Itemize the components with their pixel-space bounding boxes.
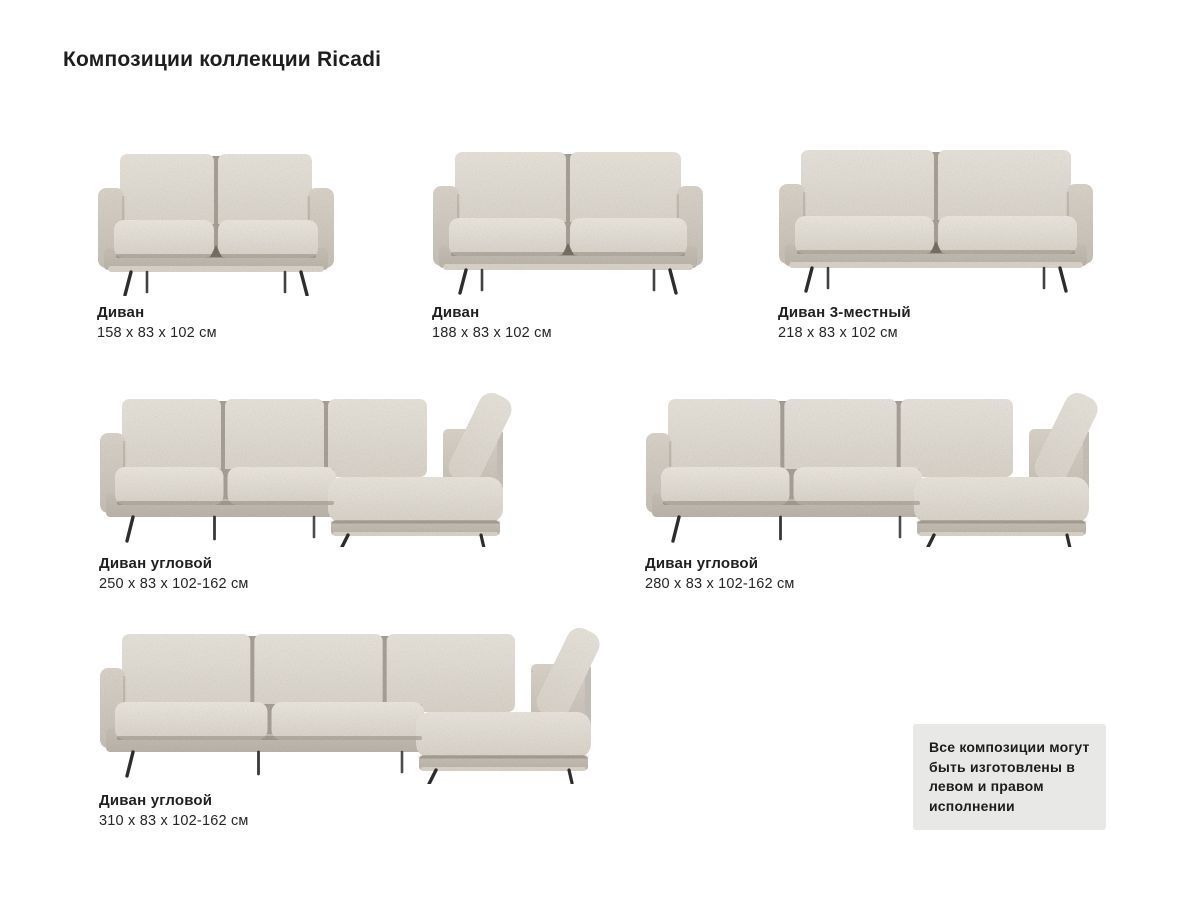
product-dimensions: 218 x 83 x 102 см bbox=[778, 325, 898, 341]
sofa-image-158 bbox=[97, 146, 335, 296]
page-title: Композиции коллекции Ricadi bbox=[63, 48, 382, 71]
product-card-corner-250 bbox=[99, 391, 513, 594]
product-card-corner-310 bbox=[99, 626, 601, 831]
note-text: Все композиции могут быть изготовлены в левом и правом исполнении bbox=[929, 739, 1090, 814]
sofa-image-188 bbox=[432, 144, 704, 296]
product-dimensions: 280 x 83 x 102-162 см bbox=[645, 576, 795, 592]
product-card-sofa-188 bbox=[432, 144, 704, 343]
product-name: Диван угловой bbox=[99, 555, 213, 572]
product-name: Диван угловой bbox=[99, 792, 213, 809]
product-card-sofa-158 bbox=[97, 146, 335, 343]
product-card-sofa-218 bbox=[778, 142, 1094, 343]
product-label bbox=[99, 791, 601, 831]
product-label bbox=[432, 303, 704, 343]
sofa-image-310 bbox=[99, 626, 601, 784]
product-name: Диван угловой bbox=[645, 555, 759, 572]
product-label bbox=[97, 303, 335, 343]
product-label bbox=[778, 303, 1094, 343]
product-dimensions: 250 x 83 x 102-162 см bbox=[99, 576, 249, 592]
product-dimensions: 310 x 83 x 102-162 см bbox=[99, 813, 249, 829]
sofa-image-280 bbox=[645, 391, 1099, 547]
product-label bbox=[99, 554, 513, 594]
product-card-corner-280 bbox=[645, 391, 1099, 594]
product-dimensions: 188 x 83 x 102 см bbox=[432, 325, 552, 341]
product-name: Диван 3-местный bbox=[778, 304, 911, 321]
sofa-image-250 bbox=[99, 391, 513, 547]
product-name: Диван bbox=[97, 304, 145, 321]
product-dimensions: 158 x 83 x 102 см bbox=[97, 325, 217, 341]
product-label bbox=[645, 554, 1099, 594]
note-box bbox=[913, 724, 1106, 830]
product-name: Диван bbox=[432, 304, 480, 321]
sofa-image-218 bbox=[778, 142, 1094, 296]
